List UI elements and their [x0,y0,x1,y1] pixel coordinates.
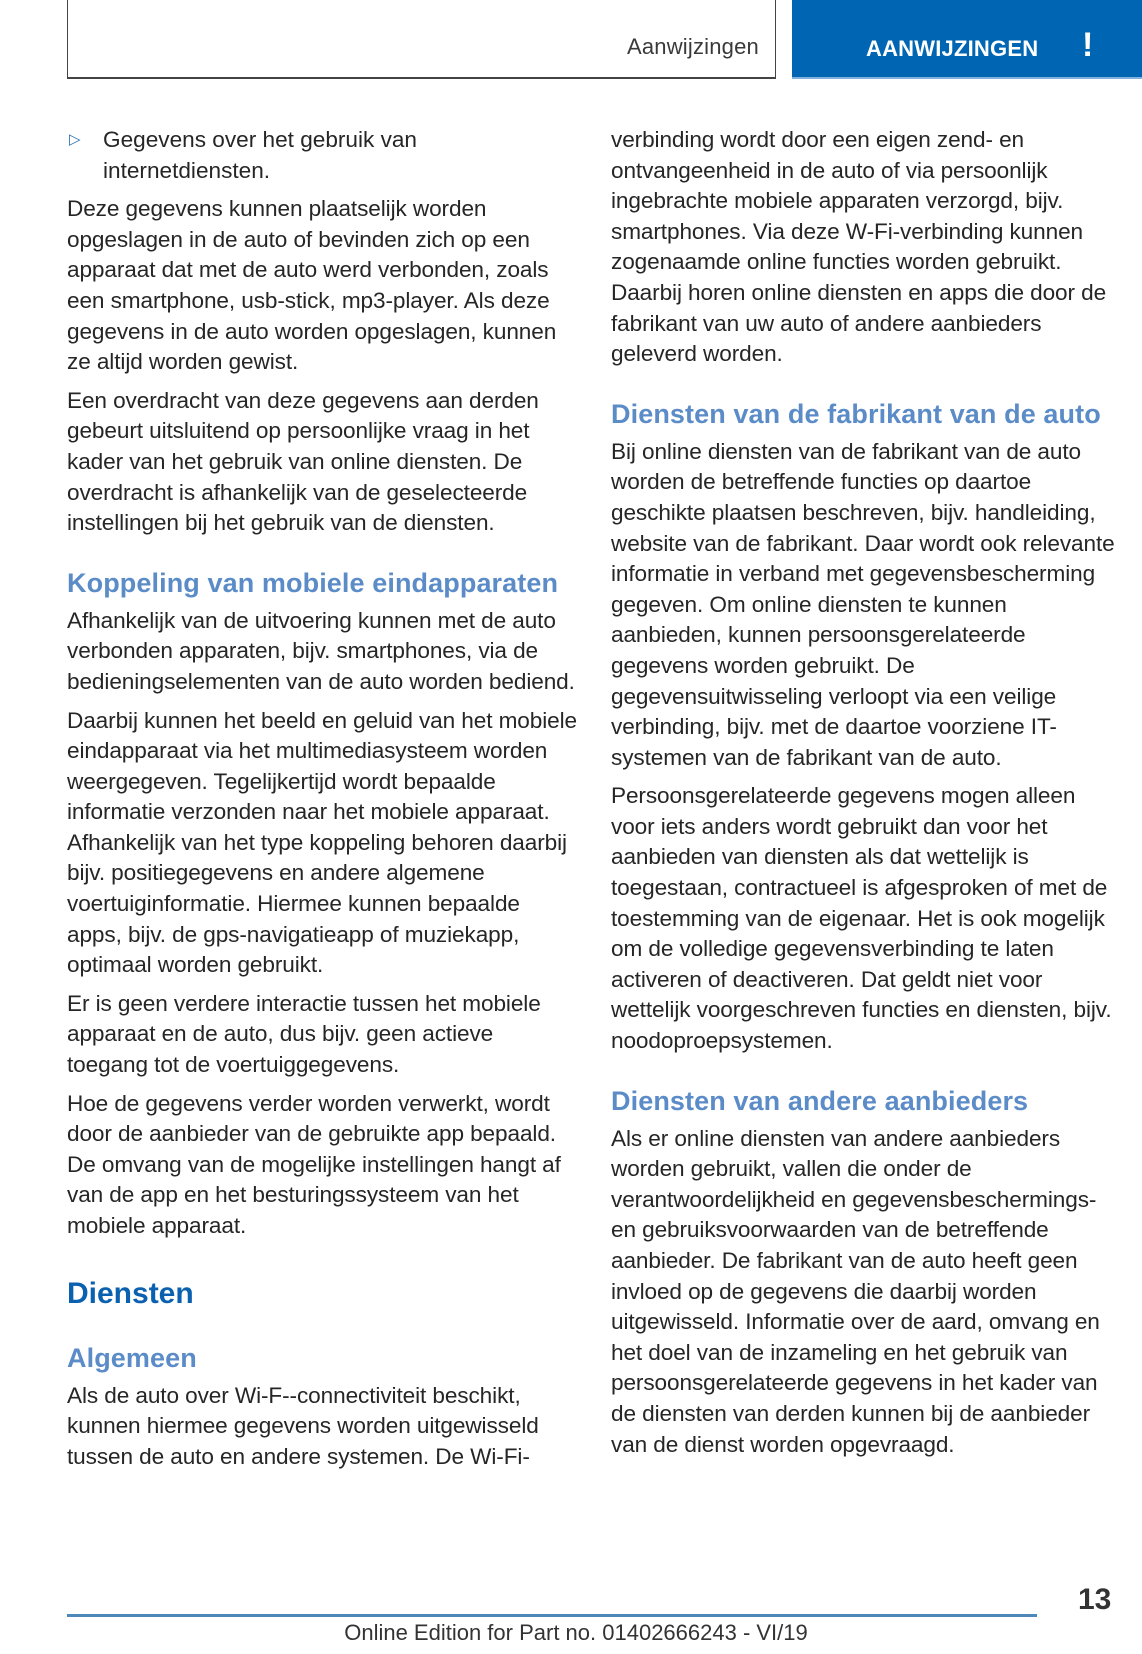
paragraph: Afhankelijk van de uitvoering kunnen met de auto verbonden apparaten, bijv. smartphones, via de bedieningselementen van de auto worden bediend. [67,607,575,694]
edition-footer: Online Edition for Part no. 01402666243 - VI/19 [344,1620,808,1645]
paragraph: Daarbij kunnen het beeld en geluid van het mobiele eindapparaat via het multimediasysteem worden weergegeven. Tegelijkertijd wordt bepaalde informatie verzonden naar het mobiele apparaat. Afhankelijk van het type koppeling behoren daarbij bijv. positiegegevens en andere algemene voertuiginformatie. Hiermee kunnen bepaalde apps, bijv. de gps-navigatieapp of muziekapp, optimaal worden gebruikt. [67,707,578,978]
paragraph: Een overdracht van deze gegevens aan derden gebeurt uitsluitend op persoonlijke vraag in het kader van het gebruik van online diensten. De overdracht is afhankelijk van de geselecteerde instellingen bij het gebruik van de diensten. [67,387,539,536]
section-heading-koppeling: Koppeling van mobiele eindapparaten [67,567,559,598]
right-column [611,125,1121,1468]
paragraph: Bij online diensten van de fabrikant van de auto worden de betreffende functies op daartoe geschikte plaatsen beschreven, bijv. handleiding, website van de fabrikant. Daar wordt ook relevante informatie in verband met gegevensbescherming gegeven. Om online diensten te kunnen aanbieden, kunnen persoonsgerelateerde gegevens worden gebruikt. De gegevensuitwisseling verloopt via een veilige verbinding, bijv. met de daartoe voorziene IT-systemen van de fabrikant van de auto. [611,438,1115,770]
paragraph: verbinding wordt door een eigen zend- en ontvangeenheid in de auto of via persoonlijk ingebrachte mobiele apparaten verzorgd, bijv. smartphones. Via deze W-Fi-verbinding kunnen zogenaamde online functies worden gebruikt. Daarbij horen online diensten en apps die door de fabrikant van uw auto of andere aanbieders geleverd worden. [611,127,1107,367]
chapter-title-small: Aanwijzingen [626,34,759,59]
exclamation-icon: ! [1082,26,1094,64]
chapter-title-tab: AANWIJZINGEN [866,36,1039,61]
paragraph: Hoe de gegevens verder worden verwerkt, wordt door de aanbieder van de gebruikte app bepaald. De omvang van de mogelijke instellingen hangt af van de app en het besturingssysteem van het mobiele apparaat. [67,1090,561,1238]
paragraph: Als de auto over Wi-F--connectiviteit beschikt, kunnen hiermee gegevens worden uitgewisseld tussen de auto en andere systemen. De Wi-Fi- [67,1382,539,1469]
paragraph: Persoonsgerelateerde gegevens mogen alleen voor iets anders wordt gebruikt dan voor het aanbieden van diensten als dat wettelijk is toegestaan, contractueel is afgesproken of met de toestemming van de eigenaar. Het is ook mogelijk om de volledige gegevensverbinding te laten activeren of deactiveren. Dat geldt niet voor wettelijk voorgeschreven functies en diensten, bijv. noodoproepsystemen. [611,783,1112,1054]
paragraph: Als er online diensten van andere aanbieders worden gebruikt, vallen die onder de verantwoordelijkheid en gegevensbeschermings- en gebruiksvoorwaarden van de betreffende aanbieder. De fabrikant van de auto heeft geen invloed op de gegevens die daarbij worden uitgewisseld. Informatie over de aard, omvang en het doel van de inzameling en het gebruik van persoonsgerelateerde gegevens in het kader van de diensten van derden kunnen bij de aanbieder van de dienst worden opgevraagd. [611,1125,1100,1457]
list-item [67,125,577,186]
left-column [67,125,577,1480]
triangle-right-icon: ▷ [69,131,81,148]
chapter-tab [792,0,1142,79]
section-heading-diensten: Diensten [67,1276,194,1310]
section-heading-fabrikant: Diensten van de fabrikant van de auto [611,398,1101,429]
paragraph: Er is geen verdere interactie tussen het mobiele apparaat en de auto, dus bijv. geen actieve toegang tot de voertuiggegevens. [67,990,541,1078]
running-header-box [67,0,776,79]
section-heading-andere: Diensten van andere aanbieders [611,1085,1029,1116]
paragraph: Deze gegevens kunnen plaatselijk worden opgeslagen in de auto of bevinden zich op een apparaat dat met de auto werd verbonden, zoals een smartphone, usb-stick, mp3-player. Als deze gegevens in de auto worden opgeslagen, kunnen ze altijd worden gewist. [67,196,557,375]
section-heading-algemeen: Algemeen [67,1342,197,1373]
page-number: 13 [1078,1583,1112,1616]
footer-divider [67,1614,1037,1617]
list-item-text: Gegevens over het gebruik van internetdiensten. [103,127,417,183]
